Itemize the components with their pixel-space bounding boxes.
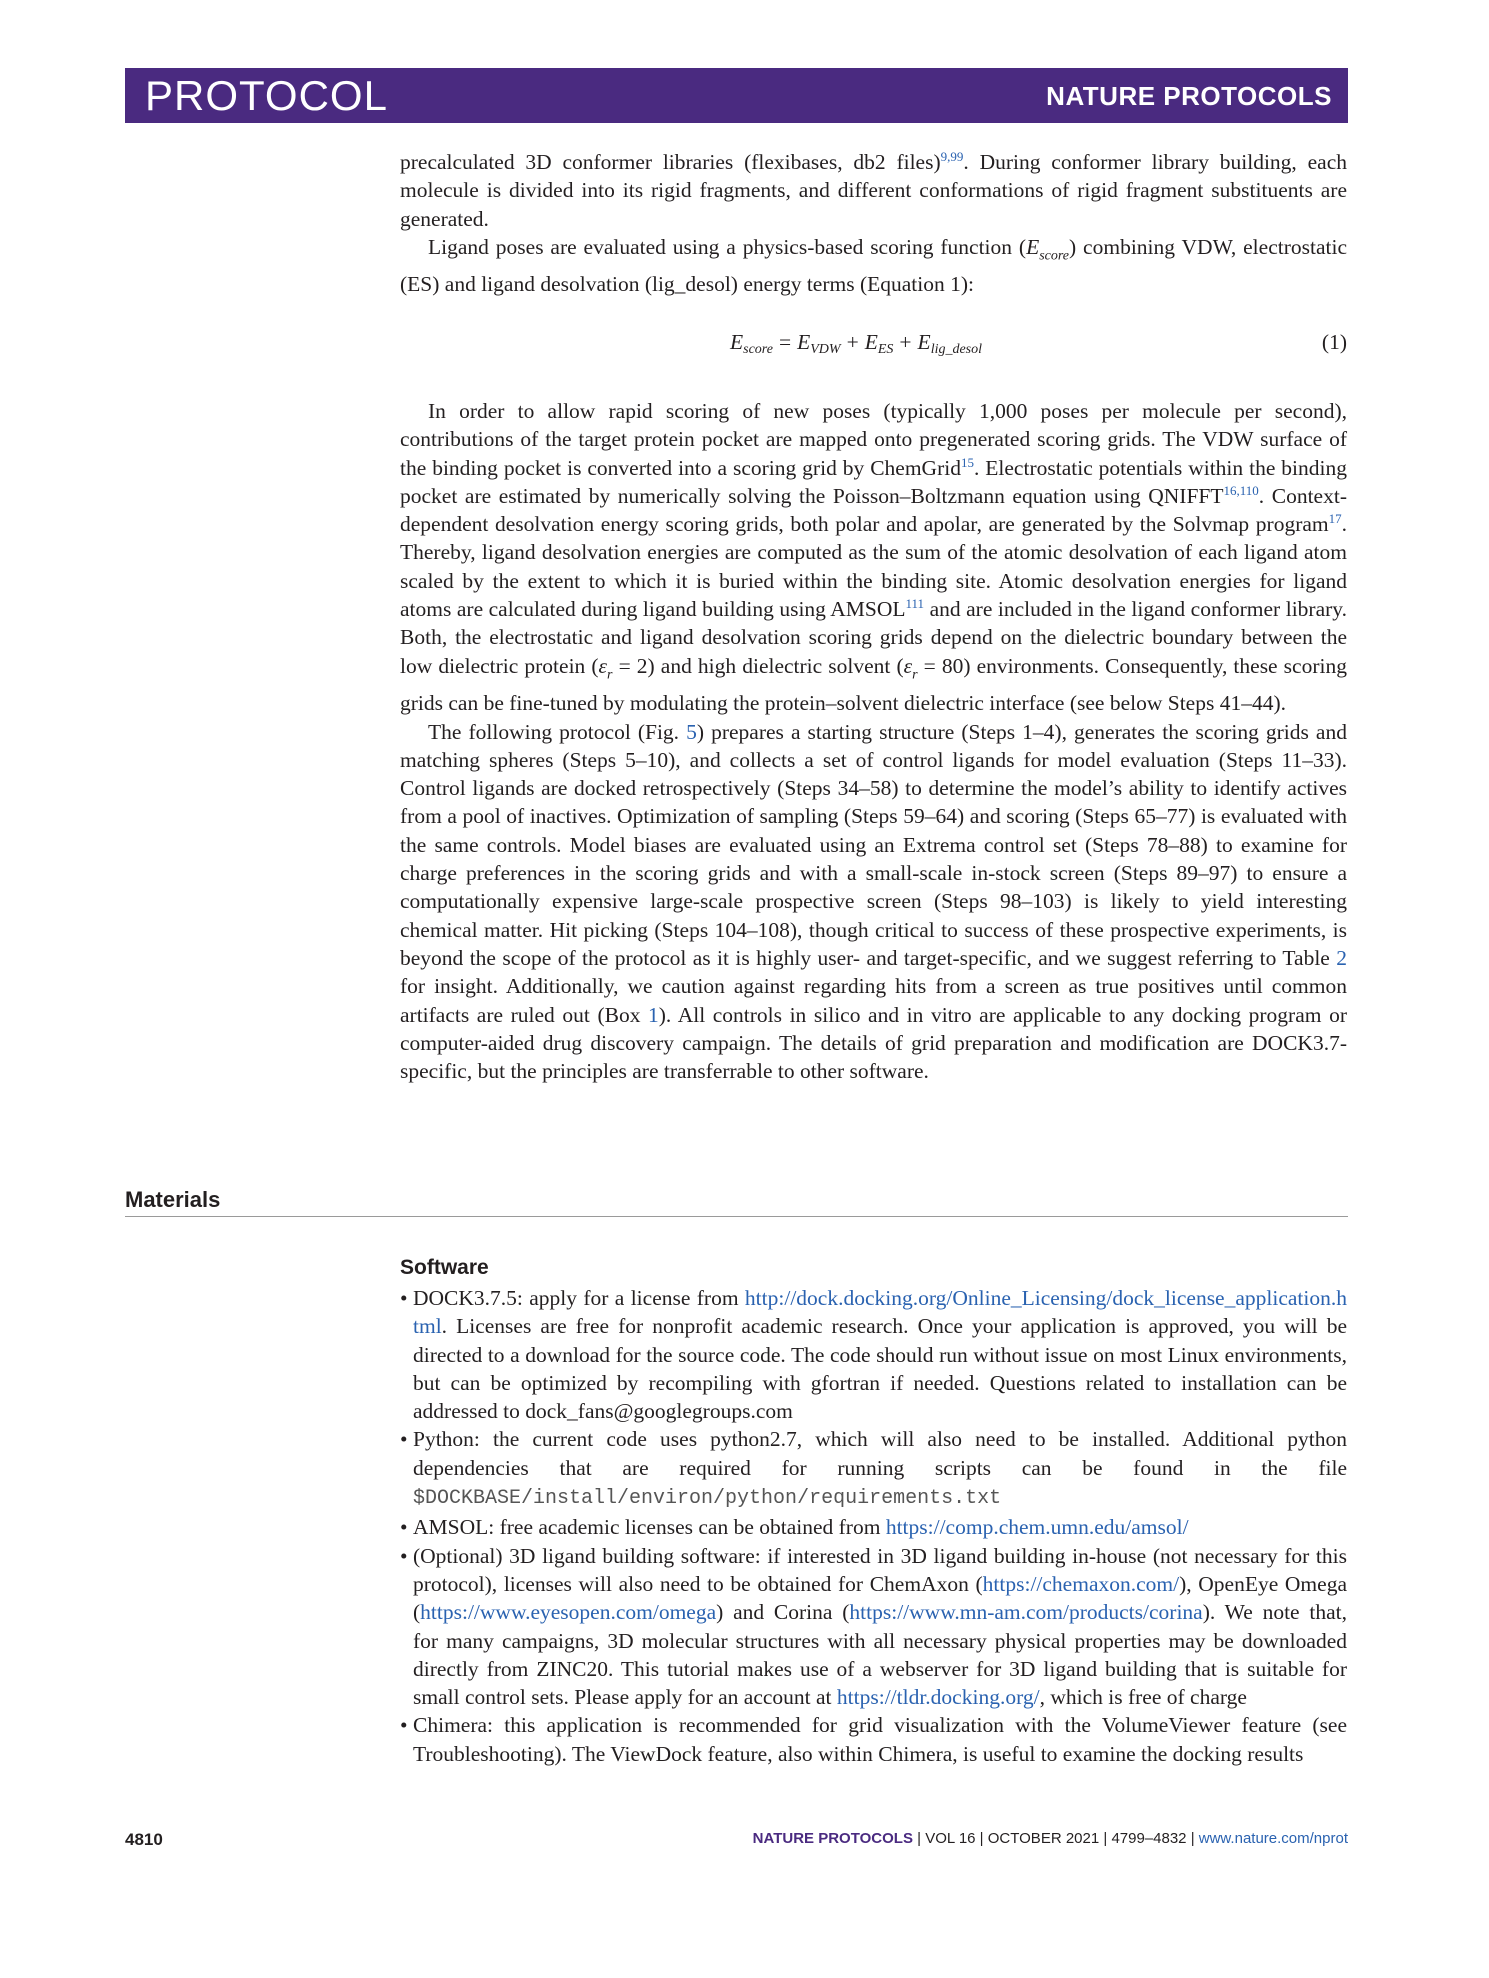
- bullet: •: [400, 1427, 408, 1452]
- equation-number: (1): [1321, 330, 1347, 354]
- paragraph-1: precalculated 3D conformer libraries (flexibases, db2 files)$^{9,99}$. During conformer library building, each molecule is divided into its rigid fragments, and different conformations of rigid fragment substituents are generated.: [400, 149, 1347, 231]
- footer-citation: NATURE PROTOCOLS | VOL 16 | OCTOBER 2021 | 4799–4832 | www.nature.com/nprot: [752, 1830, 1348, 1847]
- requirements-path: $DOCKBASE/install/environ/python/requirements.txt: [413, 1487, 1002, 1511]
- tldr-link[interactable]: https://tldr.docking.org/: [836, 1685, 1040, 1710]
- paragraph-4: The following protocol (Fig. 5) prepares a starting structure (Steps 1–4), generates the scoring grids and matching spheres (Steps 5–10), and collects a set of control ligands for model evaluation (Steps 11–33). Control ligands are docked retrospectively (Steps 34–58) to determine the model’s ability to identify actives from a pool of inactives. Optimization of sampling (Steps 59–64) and scoring (Steps 65–77) is evaluated with the same controls. Model biases are evaluated using an Extrema control set (Steps 78–88) to examine for charge preferences in the scoring grids and with a small-scale in-stock screen (Steps 89–97) to ensure a computationally expensive large-scale prospective screen (Steps 98–103) is likely to yield interesting chemical matter. Hit picking (Steps 104–108), though critical to success of these prospective experiments, is beyond the scope of the protocol as it is highly user- and target-specific, and we suggest referring to Table 2 for insight. Additionally, we caution against regarding hits from a screen as true positives until common artifacts are ruled out (Box 1). All controls in silico and in vitro are applicable to any docking program or computer-aided drug discovery campaign. The details of grid preparation and modification are DOCK3.7-specific, but the principles are transferrable to other software.: [400, 719, 1347, 1084]
- figure-link[interactable]: 5: [686, 719, 697, 744]
- intro-text: [400, 148, 1347, 299]
- software-list: [400, 1284, 1347, 1768]
- ref-link[interactable]: 9: [940, 149, 948, 164]
- bullet: •: [400, 1515, 408, 1540]
- header-bar: [125, 68, 1348, 123]
- omega-link[interactable]: https://www.eyesopen.com/omega: [420, 1600, 717, 1625]
- ref-link[interactable]: 111: [905, 596, 925, 612]
- page-number: 4810: [125, 1830, 163, 1849]
- box-link[interactable]: 1: [648, 1002, 659, 1027]
- ref-link[interactable]: 16: [1223, 482, 1237, 498]
- paragraph-3: In order to allow rapid scoring of new poses (typically 1,000 poses per molecule per second), contributions of the target protein pocket are mapped onto pregenerated scoring grids. The VDW surface of the binding pocket is converted into a scoring grid by ChemGrid$^{15}$. Electrostatic potentials within the binding pocket are estimated by numerically solving the Poisson–Boltzmann equation using QNIFFT$^{16,110}$. Context-dependent desolvation energy scoring grids, both polar and apolar, are generated by the Solvmap program$^{17}$. Thereby, ligand desolvation energies are computed as the sum of the atomic desolvation of each ligand atom scaled by the extent to which it is buried within the binding site. Atomic desolvation energies for ligand atoms are calculated during ligand building using AMSOL$^{111}$ and are included in the ligand conformer library. Both, the electrostatic and ligand desolvation scoring grids depend on the dielectric boundary between the low dielectric protein $(\varepsilon_r = 2)$ and high dielectric solvent $(\varepsilon_r = 80)$ environments. Consequently, these scoring grids can be fine-tuned by modulating the protein–solvent dielectric interface (see below Steps 41–44).: [400, 399, 1348, 716]
- journal-url-link[interactable]: www.nature.com/nprot: [1198, 1830, 1348, 1847]
- ref-link[interactable]: 99: [950, 149, 964, 164]
- list-item: • DOCK3.7.5: apply for a license from http://dock.docking.org/Online_Licensing/dock_license_application.html. Licenses are free for nonprofit academic research. Once your application is approved, you will be directed to a download for the source code. The code should run without issue on most Linux environments, but can be optimized by recompiling with gfortran if needed. Questions related to installation can be addressed to dock_fans@googlegroups.com: [400, 1286, 1347, 1424]
- list-item: • Chimera: this application is recommended for grid visualization with the VolumeViewer feature (see Troubleshooting). The ViewDock feature, also within Chimera, is useful to examine the docking results: [400, 1713, 1347, 1766]
- equation-1: [400, 330, 1347, 362]
- corina-link[interactable]: https://www.mn-am.com/products/corina: [849, 1600, 1203, 1625]
- list-item: • (Optional) 3D ligand building software: if interested in 3D ligand building in-house (not necessary for this protocol), licenses will also need to be obtained for ChemAxon (https://chemaxon.com/), OpenEye Omega (https://www.eyesopen.com/omega) and Corina (https://www.mn-am.com/products/corina). We note that, for many campaigns, 3D molecular structures with all necessary physical properties may be downloaded directly from ZINC20. This tutorial makes use of a webserver for 3D ligand building that is suitable for small control sets. Please apply for an account at https://tldr.docking.org/, which is free of charge: [400, 1543, 1347, 1710]
- materials-heading: Materials: [125, 1186, 1348, 1217]
- amsol-link[interactable]: https://comp.chem.umn.edu/amsol/: [885, 1515, 1189, 1540]
- list-item: • AMSOL: free academic licenses can be obtained from https://comp.chem.umn.edu/amsol/: [400, 1513, 1347, 1541]
- software-heading: Software: [400, 1256, 489, 1279]
- body-text: [400, 397, 1347, 1085]
- dock-license-link[interactable]: http://dock.docking.org/Online_Licensing/dock_license_application.html: [413, 1286, 1347, 1339]
- bullet: •: [400, 1286, 408, 1310]
- list-item: • Python: the current code uses python2.7, which will also need to be installed. Additional python dependencies that are required for running scripts can be found in the file $DOCKBASE/install/environ/python/requirements.txt: [400, 1427, 1347, 1511]
- table-link[interactable]: 2: [1336, 945, 1347, 970]
- ref-link[interactable]: 17: [1328, 511, 1342, 527]
- bullet: •: [400, 1713, 408, 1738]
- ref-link[interactable]: 110: [1239, 482, 1259, 498]
- equation-formula: $E_{score} = E_{VDW} + E_{ES} + E_{lig\_desol}$: [730, 330, 983, 357]
- ref-link[interactable]: 15: [960, 454, 974, 470]
- journal-name: NATURE PROTOCOLS: [1046, 81, 1332, 111]
- paragraph-2: Ligand poses are evaluated using a physics-based scoring function $(E_{score})$ combining VDW, electrostatic (ES) and ligand desolvation (lig_desol) energy terms (Equation 1):: [400, 234, 1347, 297]
- chemaxon-link[interactable]: https://chemaxon.com/: [982, 1571, 1180, 1596]
- section-label: PROTOCOL: [145, 72, 388, 119]
- bullet: •: [400, 1543, 408, 1568]
